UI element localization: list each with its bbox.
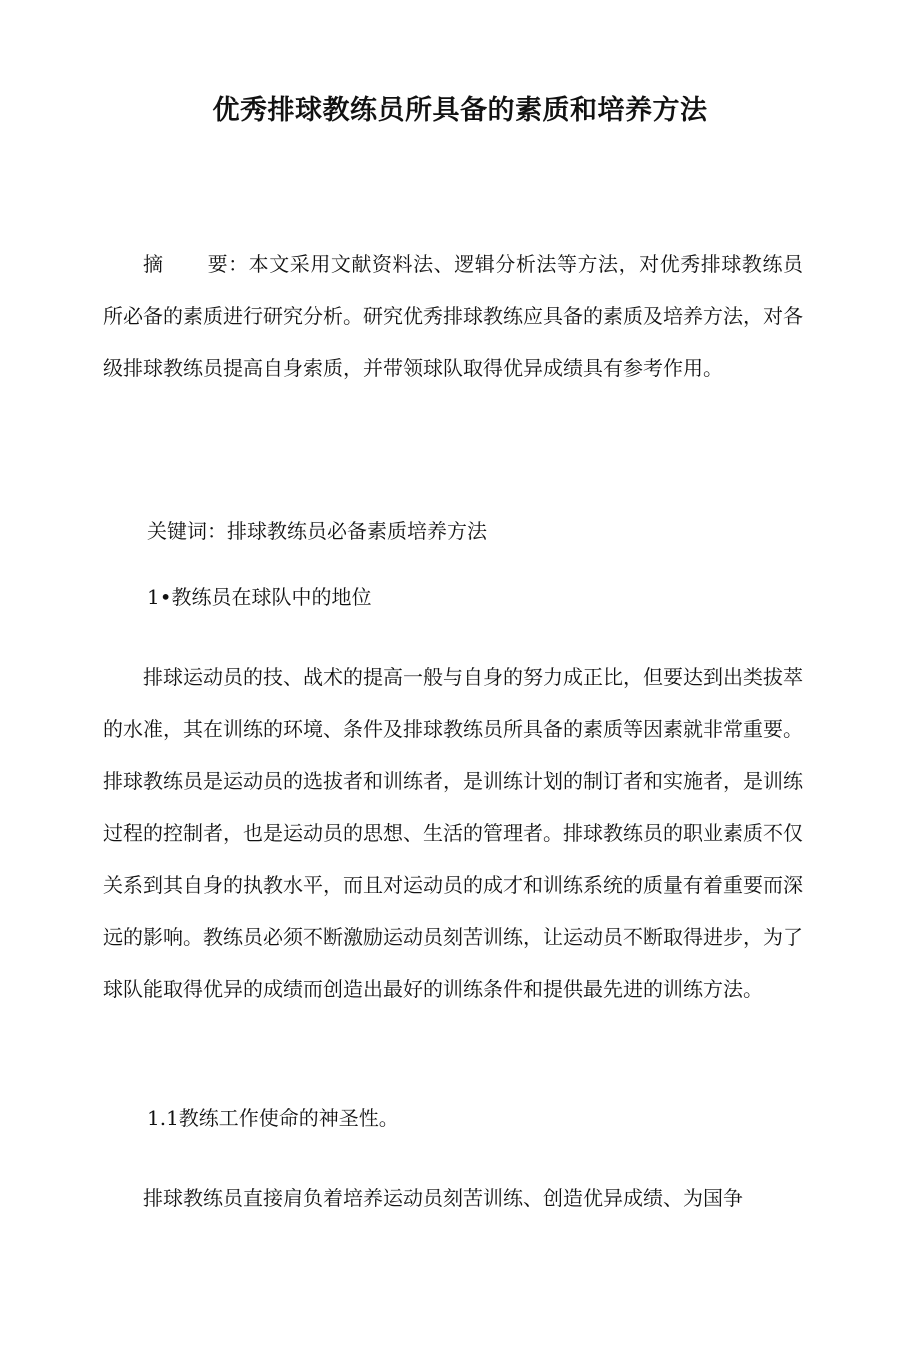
section-1-1-paragraph: 排球教练员直接肩负着培养运动员刻苦训练、创造优异成绩、为国争 <box>143 1186 743 1210</box>
abstract-label-first: 摘 <box>143 252 164 276</box>
section-1-heading: 1•教练员在球队中的地位 <box>147 585 372 609</box>
abstract-label-second: 要： <box>207 252 249 276</box>
document-title: 优秀排球教练员所具备的素质和培养方法 <box>212 95 708 126</box>
abstract-text: 本文采用文献资料法、逻辑分析法等方法，对优秀排球教练员所必备的素质进行研究分析。研究优秀排球教练应具备的素质及培养方法，对各级排球教练员提高自身索质，并带领球队取得优异成绩具有参考作用。 <box>103 252 804 380</box>
abstract-paragraph <box>103 238 803 394</box>
section-1-paragraph: 排球运动员的技、战术的提高一般与自身的努力成正比，但要达到出类拔萃的水准，其在训练的环境、条件及排球教练员所具备的素质等因素就非常重要。排球教练员是运动员的选拔者和训练者，是训练计划的制订者和实施者，是训练过程的控制者，也是运动员的思想、生活的管理者。排球教练员的职业素质不仅关系到其自身的执教水平，而且对运动员的成才和训练系统的质量有着重要而深远的影响。教练员必须不断激励运动员刻苦训练，让运动员不断取得进步，为了球队能取得优异的成绩而创造出最好的训练条件和提供最先进的训练方法。 <box>103 665 803 1001</box>
section-1-1-heading: 1.1教练工作使命的神圣性。 <box>147 1106 399 1130</box>
keywords-line: 关键词：排球教练员必备素质培养方法 <box>147 519 487 543</box>
